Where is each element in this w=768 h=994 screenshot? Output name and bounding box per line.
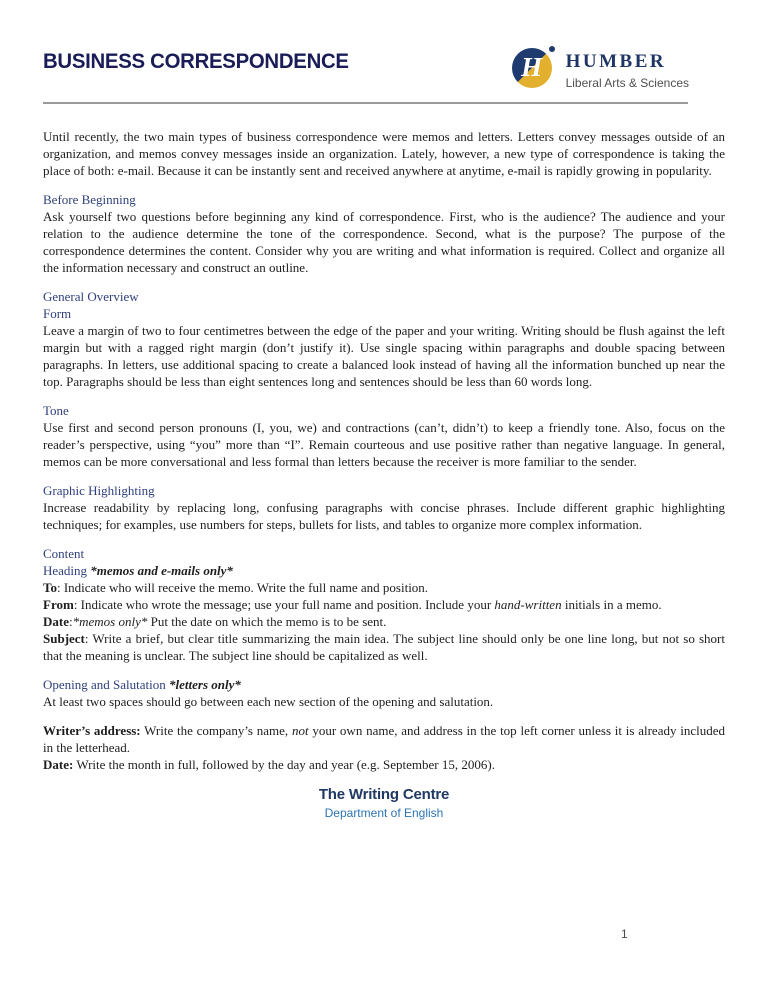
paragraph bbox=[43, 613, 725, 630]
paragraph bbox=[43, 693, 725, 710]
text-run: Until recently, the two main types of business correspondence were memos and letters. Letters convey messages outside of an organization, and memos convey messages inside an organization. Lately, however, a new type of correspondence is taking the place of both: e-mail. Because it can be instantly sent and received anywhere at anytime, e-mail is rapidly growing in popularity. bbox=[43, 129, 725, 178]
text-run: Tone bbox=[43, 403, 69, 418]
paragraph bbox=[43, 499, 725, 533]
humber-logo-icon bbox=[512, 46, 556, 90]
header-divider bbox=[43, 102, 688, 104]
text-run: From bbox=[43, 597, 74, 612]
page-title: BUSINESS CORRESPONDENCE bbox=[43, 50, 349, 73]
text-run: your own name, and address in the top left corner unless it is already included in the letterhead. bbox=[43, 723, 725, 755]
logo-wordmark: HUMBER bbox=[565, 51, 667, 72]
text-run: General Overview bbox=[43, 289, 139, 304]
paragraph bbox=[43, 208, 725, 276]
text-run: : Write a brief, but clear title summarizing the main idea. The subject line should only be one line long, but not so short that the meaning is unclear. The subject line should be capitalized as well. bbox=[43, 631, 725, 663]
paragraph bbox=[43, 419, 725, 470]
logo-dot-icon bbox=[549, 46, 555, 52]
text-run: Date: bbox=[43, 757, 74, 772]
footer-writing-centre: The Writing Centre bbox=[318, 786, 450, 803]
text-run: : Indicate who will receive the memo. Write the full name and position. bbox=[56, 580, 429, 595]
text-run: Write the company’s name, bbox=[140, 723, 292, 738]
document-body bbox=[43, 128, 725, 773]
text-run: Date bbox=[43, 614, 69, 629]
paragraph bbox=[43, 128, 725, 179]
text-run: hand-written bbox=[494, 597, 562, 612]
section-heading bbox=[43, 545, 725, 562]
text-run: Subject bbox=[43, 631, 85, 646]
text-run: At least two spaces should go between each new section of the opening and salutation. bbox=[43, 694, 494, 709]
page-header bbox=[43, 46, 725, 90]
text-run: : bbox=[69, 614, 73, 629]
paragraph bbox=[43, 322, 725, 390]
paragraph bbox=[43, 722, 725, 756]
text-run: *memos and e-mails only* bbox=[90, 563, 233, 578]
text-run: initials in a memo. bbox=[561, 597, 662, 612]
humber-logo bbox=[512, 46, 689, 90]
paragraph bbox=[43, 579, 725, 596]
text-run: not bbox=[291, 723, 309, 738]
logo-subtitle: Liberal Arts & Sciences bbox=[565, 76, 689, 90]
text-run: Ask yourself two questions before beginning any kind of correspondence. First, who is the audience? The audience and your relation to the audience determine the tone of the correspondence. Second, what is the purpose? The purpose of the correspondence determines the content. Consider why you are writing and what information is required. Collect and organize all the information necessary and construct an outline. bbox=[43, 209, 725, 275]
section-heading bbox=[43, 482, 725, 499]
section-heading bbox=[43, 562, 725, 579]
text-run: Content bbox=[43, 546, 85, 561]
text-run: Heading bbox=[43, 563, 91, 578]
text-run: To bbox=[43, 580, 57, 595]
text-run: Form bbox=[43, 306, 72, 321]
page-footer bbox=[43, 786, 725, 820]
text-run: Graphic Highlighting bbox=[43, 483, 155, 498]
text-run: Before Beginning bbox=[43, 192, 136, 207]
paragraph bbox=[43, 630, 725, 664]
text-run: Use first and second person pronouns (I, you, we) and contractions (can’t, didn’t) to keep a friendly tone. Also, focus on the reader’s perspective, using “you” more than “I”. Remain courteous and use positive rather than negative language. In general, memos can be more conversational and less formal than letters because the receiver is more familiar to the sender. bbox=[43, 420, 725, 469]
text-run: Write the month in full, followed by the day and year (e.g. September 15, 2006). bbox=[73, 757, 495, 772]
paragraph bbox=[43, 756, 725, 773]
section-heading bbox=[43, 191, 725, 208]
text-run: Opening and Salutation bbox=[43, 677, 170, 692]
section-heading bbox=[43, 402, 725, 419]
page-number: 1 bbox=[621, 927, 628, 941]
text-run: : Indicate who wrote the message; use your full name and position. Include your bbox=[73, 597, 495, 612]
section-heading bbox=[43, 288, 725, 305]
footer-department: Department of English bbox=[324, 806, 444, 820]
section-heading bbox=[43, 305, 725, 322]
paragraph bbox=[43, 596, 725, 613]
text-run: *letters only* bbox=[169, 677, 241, 692]
text-run: Increase readability by replacing long, confusing paragraphs with concise phrases. Include different graphic highlighting techniques; for examples, use numbers for steps, bullets for lists, and tables to organize more complex information. bbox=[43, 500, 725, 532]
logo-letter: H bbox=[521, 51, 543, 82]
text-run: *memos only* bbox=[72, 614, 148, 629]
text-run: Leave a margin of two to four centimetres between the edge of the paper and your writing. Writing should be flush against the left margin but with a ragged right margin (don’t justify it). Use single spacing within paragraphs and double spacing between paragraphs. In letters, use additional spacing to create a balanced look instead of having all the information bunched up near the top. Paragraphs should be less than eight sentences long and sentences should be less than 60 words long. bbox=[43, 323, 725, 389]
text-run: Put the date on which the memo is to be sent. bbox=[147, 614, 387, 629]
text-run: Writer’s address: bbox=[43, 723, 141, 738]
logo-text bbox=[566, 46, 689, 90]
section-heading bbox=[43, 676, 725, 693]
